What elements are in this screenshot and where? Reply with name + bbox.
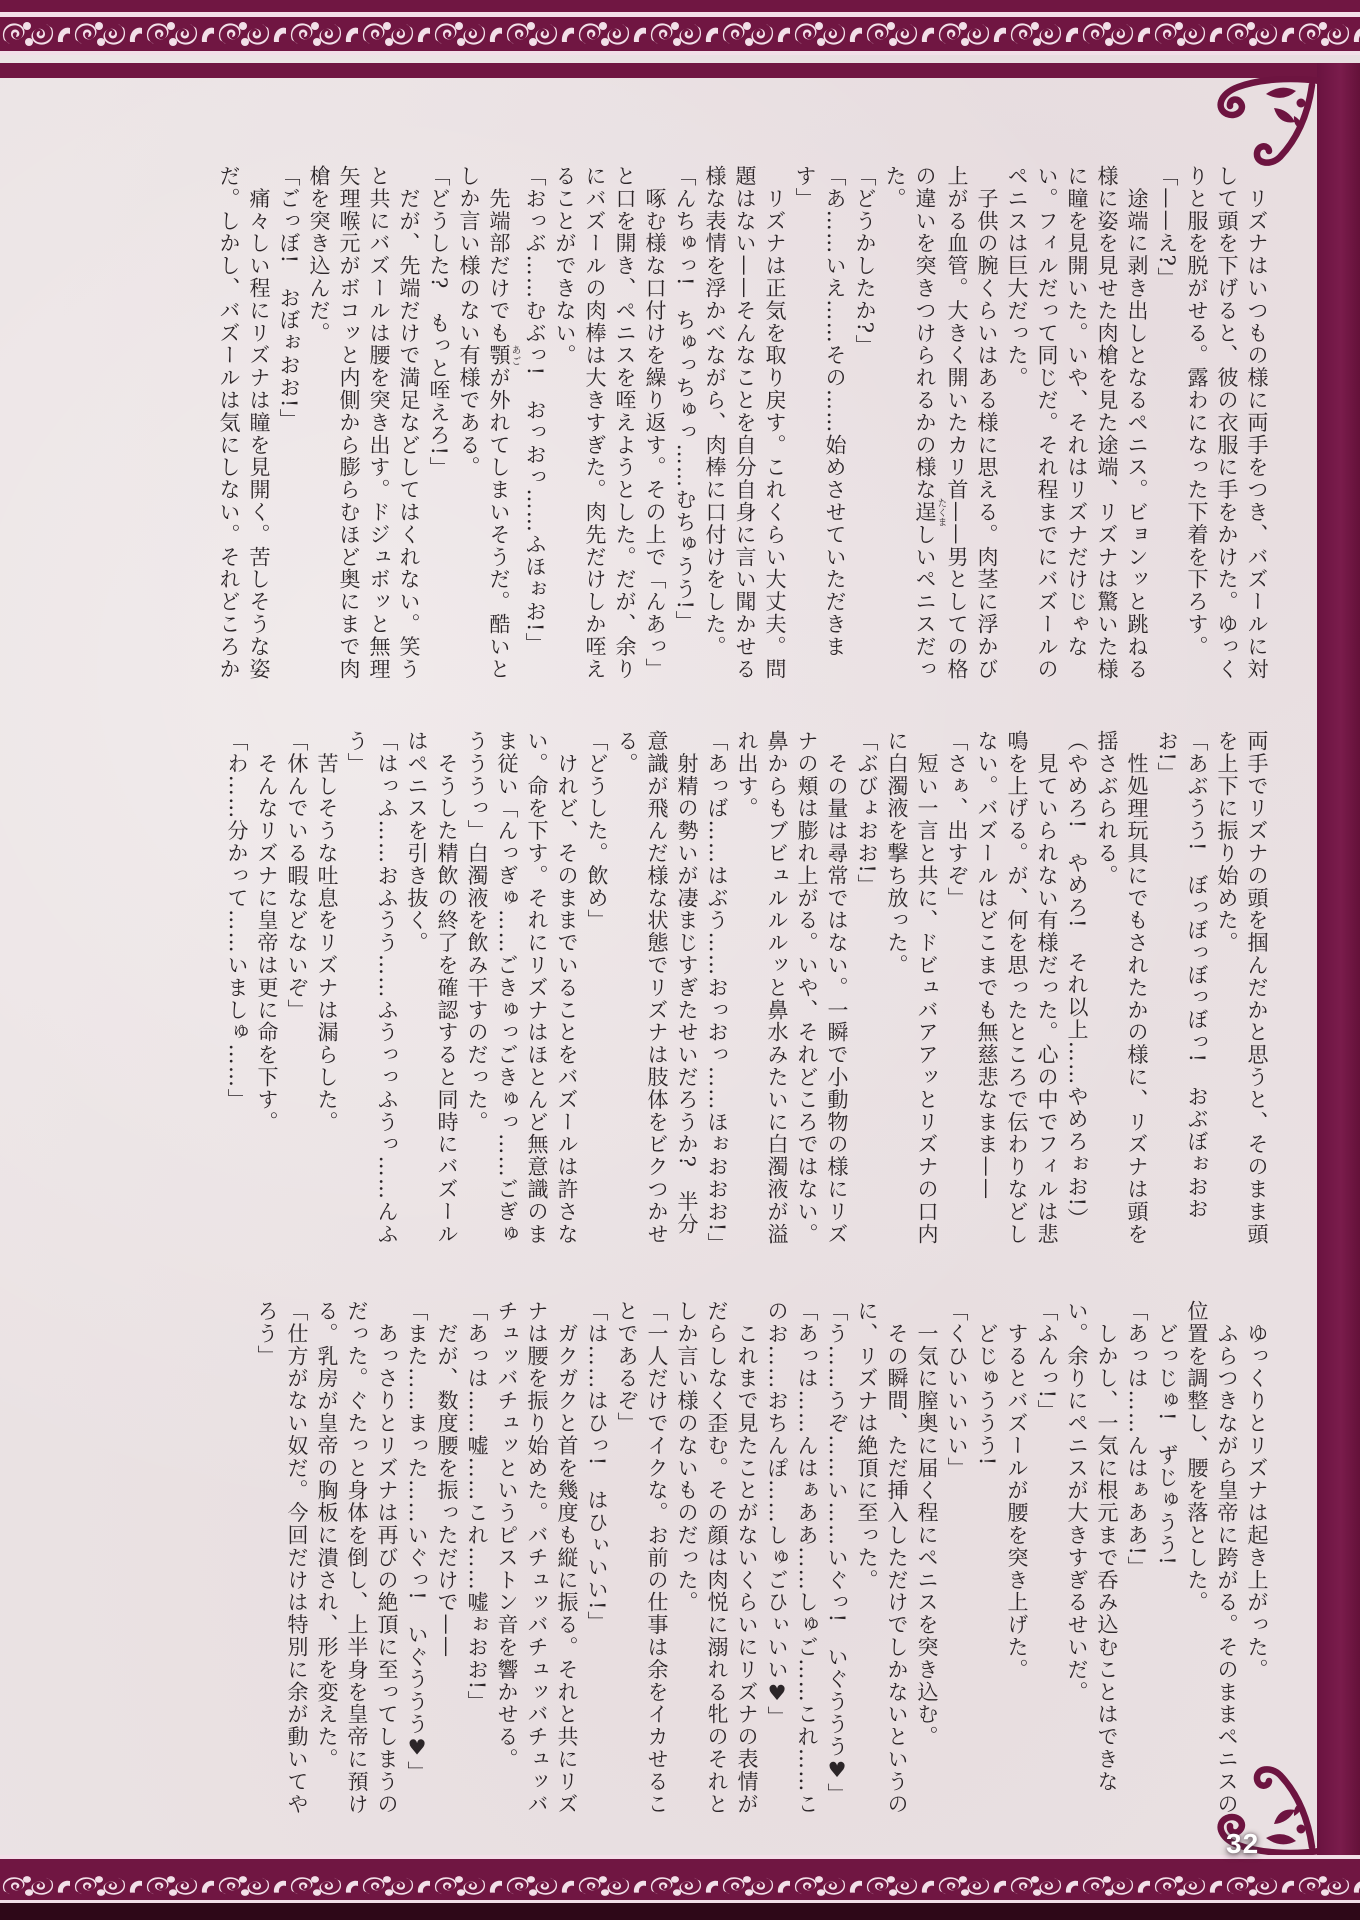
paragraph: 「はっふ……おふうう……ふうっっふうっ……んふう」: [345, 730, 399, 1246]
paragraph: 「休んでいる暇などないぞ」: [285, 730, 309, 1022]
paragraph: リズナは正気を取り戻す。これくらい大丈夫。問題はない——そんなことを自分自身に言い聞かせる様な表情を浮かべながら、肉棒に口付けをした。: [703, 165, 787, 681]
corner-flourish-icon: [1204, 76, 1320, 176]
paragraph: 「また……まった……いぐっ! いぐううう♥」: [405, 1300, 429, 1784]
paragraph: 「ふんっ!」: [1035, 1300, 1059, 1422]
paragraph: 「仕方がない奴だ。今回だけは特別に余が動いてやろう」: [255, 1300, 309, 1816]
paragraph: 先端部だけでも顎あごが外れてしまいそうだ。酷いとしか言い様のない有様である。: [457, 165, 521, 681]
paragraph: 「——え?」: [1155, 165, 1179, 290]
paragraph: 「あぶうう! ぼっぼっぼっぼっ! おぶぼぉおおお!」: [1155, 730, 1209, 1221]
paragraph: 一気に膣奥に届く程にペニスを突き込む。: [915, 1300, 939, 1748]
paragraph: ゆっくりとリズナは起き上がった。: [1245, 1300, 1269, 1681]
paragraph: 「んちゅっ! ちゅっちゅっ……むちゅうう!」: [673, 165, 697, 633]
paragraph: 「あっは……んはぁああ……しゅご……これ……このお……おちんぽ……しゅごひぃいい♥」: [765, 1300, 819, 1816]
top-light-line-2: [0, 51, 1360, 55]
paragraph: 「は……はひっ! はひぃいい!」: [585, 1300, 609, 1634]
paragraph: あっさりとリズナは再びの絶頂に至ってしまうのだった。ぐたっと身体を倒し、上半身を皇帝に預ける。乳房が皇帝の胸板に潰され、形を変えた。: [315, 1300, 399, 1816]
paragraph: どっじゅ! ずじゅうう!: [1155, 1300, 1179, 1567]
paragraph: その瞬間、ただ挿入しただけでしかないというのに、リズナは絶頂に至った。: [855, 1300, 909, 1816]
bottom-rule-bar: [0, 1859, 1360, 1872]
paragraph: 「ごっぼ! おぼぉおお!」: [277, 165, 301, 432]
paragraph: そうした精飲の終了を確認すると同時にバズールはペニスを引き抜く。: [405, 730, 459, 1246]
top-rule-bar: [0, 63, 1360, 78]
paragraph: 「おっぶ……むぶっ! おっおっ……ふほぉお!」: [523, 165, 547, 656]
scroll-ornament-border-bottom-icon: [0, 1872, 1360, 1900]
paragraph: だが、先端だけで満足などしてはくれない。笑うと共にバズールは腰を突き出す。ドジュボッと無理矢理喉元がボコッと内側から膨らむほど奥にまで肉槍を突き込んだ。: [307, 165, 421, 681]
paragraph: 「あっは……嘘……これ……嘘ぉおお!」: [465, 1300, 489, 1714]
paragraph: けれど、そのままでいることをバズールは許さない。命を下す。それにリズナはほとんど無意識のまま従い「んっぎゅ……ごきゅっごきゅっ……ごぎゅうううっ」白濁液を飲み干すのだった。: [465, 730, 579, 1246]
paragraph: そんなリズナに皇帝は更に命を下す。: [255, 730, 279, 1134]
paragraph: 子供の腕くらいはある様に思える。肉茎に浮かび上がる血管。大きく開いたカリ首——男としての格の違いを突きつけられるかの様な逞たくましいペニスだった。: [883, 165, 999, 681]
paragraph: 「う……うぞ……い……いぐっ! いぐううう♥」: [825, 1300, 849, 1806]
paragraph: 途端に剥き出しとなるペニス。ビョンッと跳ねる様に姿を見せた肉槍を見た途端、リズナは驚いた様に瞳を見開いた。いや、それはリズナだけじゃない。フィルだって同じだ。それ程までにバズールのペニスは巨大だった。: [1005, 165, 1149, 681]
top-edge-bar: [0, 0, 1360, 12]
page-number: 32: [1226, 1828, 1260, 1859]
paragraph: ガクガクと首を幾度も縦に振る。それと共にリズナは腰を振り始めた。バチュッバチュッバチュッバチュッバチュッというピストン音を響かせる。: [495, 1300, 579, 1816]
paragraph: だが、数度腰を振っただけで——: [435, 1300, 459, 1659]
text-band-2: [140, 730, 1272, 1256]
paragraph: 「どうかしたか?」: [853, 165, 877, 357]
paragraph: しかし、一気に根元まで呑み込むことはできない。余りにペニスが大きすぎるせいだ。: [1065, 1300, 1119, 1793]
paragraph: 「あっば……はぶう……おっおっ……ほぉおおお!」: [705, 730, 729, 1256]
paragraph: 「あ……いえ……その……始めさせていただきます」: [793, 165, 847, 658]
paragraph: 「どうした。飲め」: [585, 730, 609, 932]
paragraph: 射精の勢いが凄まじすぎたせいだろうか? 半分意識が飛んだ様な状態でリズナは肢体をビクつかせる。: [615, 730, 699, 1246]
paragraph: リズナはいつもの様に両手をつき、バズールに対して頭を下げると、彼の衣服に手をかけた。ゆっくりと服を脱がせる。露わになった下着を下ろす。: [1185, 165, 1269, 681]
paragraph: 痛々しい程にリズナは瞳を見開く。苦しそうな姿だ。しかし、バズールは気にしない。それどころか: [217, 165, 271, 681]
paragraph: ふらつきながら皇帝に跨がる。そのままペニスの位置を調整し、腰を落とした。: [1185, 1300, 1239, 1816]
paragraph: （やめろ! やめろ! それ以上……やめろぉお!）: [1065, 730, 1089, 1230]
right-margin-bar: [1317, 63, 1360, 1872]
text-band-3: [140, 1300, 1272, 1819]
paragraph: 見ていられない有様だった。心の中でフィルは悲鳴を上げる。が、何を思ったところで伝わりなどしない。バズールはどこまでも無慈悲なまま——: [975, 730, 1059, 1246]
scroll-ornament-border-top-icon: [0, 17, 1360, 51]
paragraph: 「ぶびょおお!」: [855, 730, 879, 897]
paragraph: 「くひいいいい」: [945, 1300, 969, 1480]
text-band-1: [140, 165, 1272, 684]
paragraph: 「一人だけでイクな。お前の仕事は余をイカせることであるぞ」: [615, 1300, 669, 1816]
paragraph: 短い一言と共に、ドビュバアアッとリズナの口内に白濁液を撃ち放った。: [885, 730, 939, 1246]
paragraph: 啄む様な口付けを繰り返す。その上で「んあっ」と口を開き、ペニスを咥えようとした。だが、余りにバズールの肉棒は大きすぎた。肉先だけしか咥えることができない。: [553, 165, 667, 681]
paragraph: 「あっは……んはぁああ!」: [1125, 1300, 1149, 1579]
paragraph: 性処理玩具にでもされたかの様に、リズナは頭を揺さぶられる。: [1095, 730, 1149, 1246]
bottom-dark-bar: [0, 1903, 1360, 1920]
paragraph: するとバズールが腰を突き上げた。: [1005, 1300, 1029, 1681]
paragraph: 「さぁ、出すぞ」: [945, 730, 969, 910]
paragraph: これまで見たことがないくらいにリズナの表情がだらしなく歪む。その顔は肉悦に溺れる牝のそれとしか言い様のないものだった。: [675, 1300, 759, 1816]
paragraph: 苦しそうな吐息をリズナは漏らした。: [315, 730, 339, 1134]
paragraph: どじゅううう!: [975, 1300, 999, 1467]
paragraph: 「どうした? もっと咥えろ!」: [427, 165, 451, 479]
paragraph: 「わ……分かって……いましゅ……」: [225, 730, 249, 1111]
paragraph: 両手でリズナの頭を掴んだかと思うと、そのまま頭を上下に振り始めた。: [1215, 730, 1269, 1246]
paragraph: その量は尋常ではない。一瞬で小動物の様にリズナの頬は膨れ上がる。いや、それどころではない。鼻からもブビュルルルッと鼻水みたいに白濁液が溢れ出す。: [735, 730, 849, 1246]
